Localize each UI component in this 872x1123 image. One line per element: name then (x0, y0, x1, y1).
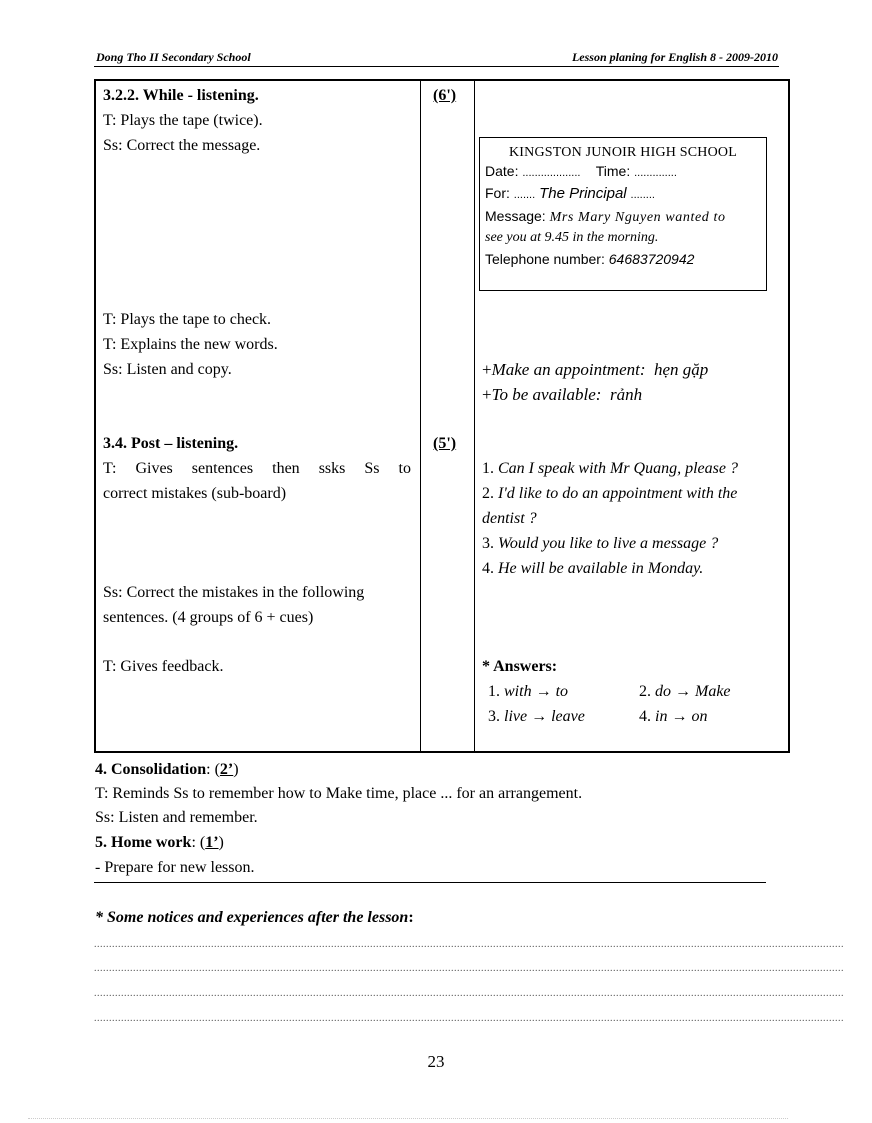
notes-dotted-line: .......................................................................................................................................................................................................................................................... (94, 988, 844, 999)
message-value: Mrs Mary Nguyen wanted to (549, 210, 726, 225)
notes-dotted-line: .......................................................................................................................................................................................................................................................... (94, 963, 844, 974)
notices-heading: * Some notices and experiences after the lesson: (95, 909, 414, 926)
column-divider-2 (474, 81, 475, 751)
for-value: The Principal (539, 185, 627, 202)
sentence-item: 1. Can I speak with Mr Quang, please ? (482, 460, 738, 477)
consolidation-line: Ss: Listen and remember. (95, 809, 258, 826)
page-number: 23 (427, 1052, 445, 1071)
post-listening-time: (5') (433, 435, 457, 452)
procedure-line: T: Gives feedback. (103, 658, 224, 675)
time-label: Time: (595, 163, 631, 179)
consolidation-line: T: Reminds Ss to remember how to Make time, place ... for an arrangement. (95, 785, 583, 802)
message-value-cont: see you at 9.45 in the morning. (485, 230, 659, 245)
column-divider-1 (420, 81, 421, 751)
message-form-title: KINGSTON JUNOIR HIGH SCHOOL (509, 145, 737, 160)
header-lesson-title: Lesson planing for English 8 - 2009-2010 (571, 50, 778, 64)
answer-item: 2. do → Make (639, 683, 731, 700)
while-listening-heading: 3.2.2. While - listening. (103, 87, 259, 104)
phone-value: 64683720942 (608, 251, 695, 267)
consolidation-heading: 4. Consolidation: (2’) (95, 761, 239, 778)
for-dots: ....... (513, 189, 536, 201)
date-label: Date: (485, 163, 519, 179)
arrow-right-icon: → (531, 708, 548, 725)
for-dots: ........ (630, 189, 655, 201)
homework-heading: 5. Home work: (1’) (95, 834, 224, 851)
header-rule (94, 66, 779, 67)
procedure-line: Ss: Correct the mistakes in the following (103, 584, 365, 601)
homework-line: - Prepare for new lesson. (95, 859, 255, 876)
procedure-line: sentences. (4 groups of 6 + cues) (103, 609, 314, 626)
arrow-right-icon: → (535, 683, 552, 700)
phone-label: Telephone number: (485, 251, 605, 267)
notes-dotted-line: .......................................................................................................................................................................................................................................................... (94, 1013, 844, 1024)
time-dots: .............. (634, 167, 677, 179)
while-listening-time: (6') (433, 87, 457, 104)
answers-label: * Answers: (482, 658, 558, 675)
footer-rule (28, 1118, 788, 1119)
sentence-item: 4. He will be available in Monday. (482, 560, 704, 577)
procedure-line: Ss: Listen and copy. (103, 361, 232, 378)
sentence-item: 3. Would you like to live a message ? (482, 535, 719, 552)
header-school: Dong Tho II Secondary School (96, 50, 251, 64)
section-rule (94, 882, 766, 883)
procedure-line: T: Gives sentences then ssks Ss to (103, 460, 411, 477)
procedure-line: T: Plays the tape to check. (103, 311, 272, 328)
procedure-line: T: Explains the new words. (103, 336, 278, 353)
arrow-right-icon: → (671, 708, 688, 725)
procedure-line: correct mistakes (sub-board) (103, 485, 287, 502)
date-dots: ................... (522, 167, 581, 179)
answer-item: 3. live → leave (488, 708, 585, 725)
for-label: For: (485, 185, 510, 201)
sentence-item: dentist ? (482, 510, 537, 527)
procedure-line: Ss: Correct the message. (103, 137, 261, 154)
vocab-item: +To be available: rảnh (482, 385, 643, 404)
procedure-line: T: Plays the tape (twice). (103, 112, 263, 129)
answer-item: 4. in → on (639, 708, 708, 725)
message-form (479, 137, 767, 291)
post-listening-heading: 3.4. Post – listening. (103, 435, 239, 452)
message-label: Message: (485, 208, 546, 224)
arrow-right-icon: → (675, 683, 691, 700)
sentence-item: 2. I'd like to do an appointment with the (482, 485, 738, 502)
notes-dotted-line: .......................................................................................................................................................................................................................................................... (94, 939, 844, 950)
vocab-item: +Make an appointment: hẹn gặp (482, 360, 709, 379)
answer-item: 1. with → to (488, 683, 569, 700)
